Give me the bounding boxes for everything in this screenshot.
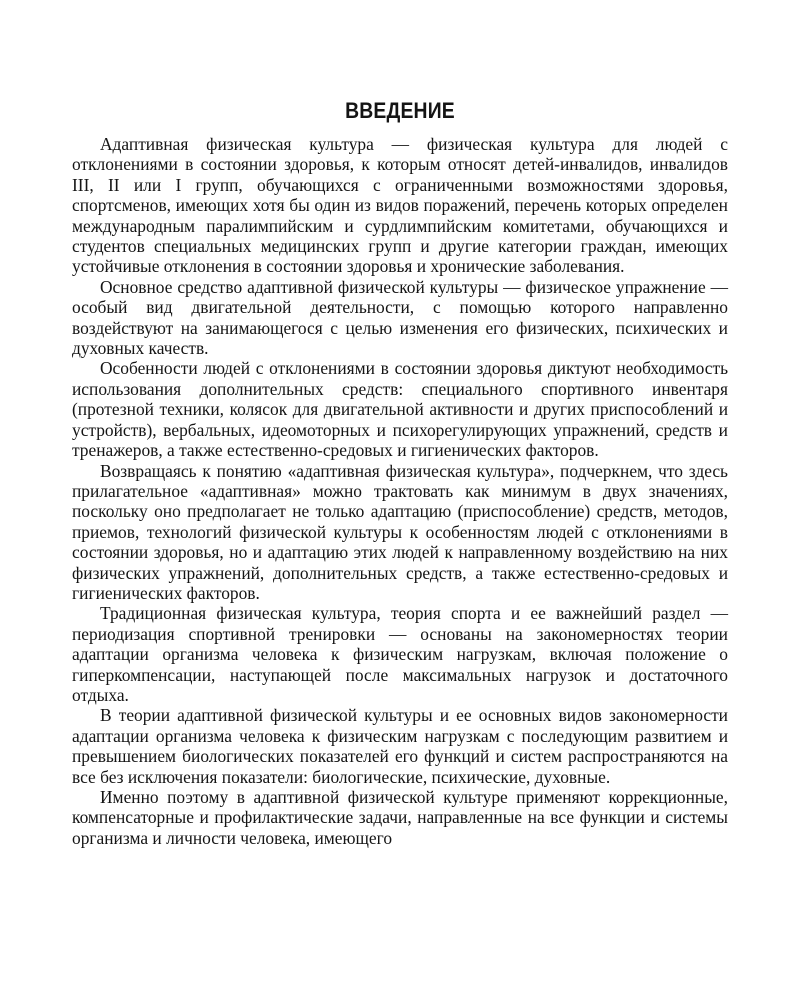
paragraph-7: Именно поэтому в адаптивной физической культуре применяют коррекционные, компенсаторные и профилактические задачи, направленные на все функции и системы организма и личности человека, имеющего — [72, 787, 728, 848]
paragraph-4: Возвращаясь к понятию «адаптивная физическая культура», подчеркнем, что здесь прилагательное «адаптивная» можно трактовать как минимум в двух значениях, поскольку оно предполагает не только адаптацию (приспособление) средств, методов, приемов, технологий физической культуры к особенностям людей с отклонениями в состоянии здоровья, но и адаптацию этих людей к направленному воздействию на них физических упражнений, дополнительных средств, а также естественно-средовых и гигиенических факторов. — [72, 460, 728, 603]
document-page — [72, 98, 728, 848]
paragraph-6: В теории адаптивной физической культуры и ее основных видов закономерности адаптации организма человека к физическим нагрузкам с последующим развитием и превышением биологических показателей его функций и систем распространяются на все без исключения показатели: биологические, психические, духовные. — [72, 705, 728, 787]
paragraph-2: Основное средство адаптивной физической культуры — физическое упражнение — особый вид двигательной деятельности, с помощью которого направленно воздействуют на занимающегося с целью изменения его физических, психических и духовных качеств. — [72, 276, 728, 359]
page-title: ВВЕДЕНИЕ — [345, 98, 455, 123]
paragraph-3: Особенности людей с отклонениями в состоянии здоровья диктуют необходимость использования дополнительных средств: специального спортивного инвентаря (протезной техники, колясок для двигательной активности и других приспособлений и устройств), вербальных, идеомоторных и психорегулирующих упражнений, средств и тренажеров, а также естественно-средовых и гигиенических факторов. — [72, 358, 728, 461]
paragraph-5: Традиционная физическая культура, теория спорта и ее важнейший раздел — периодизация спортивной тренировки — основаны на закономерностях теории адаптации организма человека к физическим нагрузкам, включая положение о гиперкомпенсации, наступающей после максимальных нагрузок и достаточного отдыха. — [72, 603, 728, 705]
paragraph-1: Адаптивная физическая культура — физическая культура для людей с отклонениями в состоянии здоровья, к которым относят детей-инвалидов, инвалидов III, II или I групп, обучающихся с ограниченными возможностями здоровья, спортсменов, имеющих хотя бы один из видов поражений, перечень которых определен международным паралимпийским и сурдлимпийским комитетами, обучающихся и студентов специальных медицинских групп и другие категории граждан, имеющих устойчивые отклонения в состоянии здоровья и хронические заболевания. — [72, 134, 728, 277]
